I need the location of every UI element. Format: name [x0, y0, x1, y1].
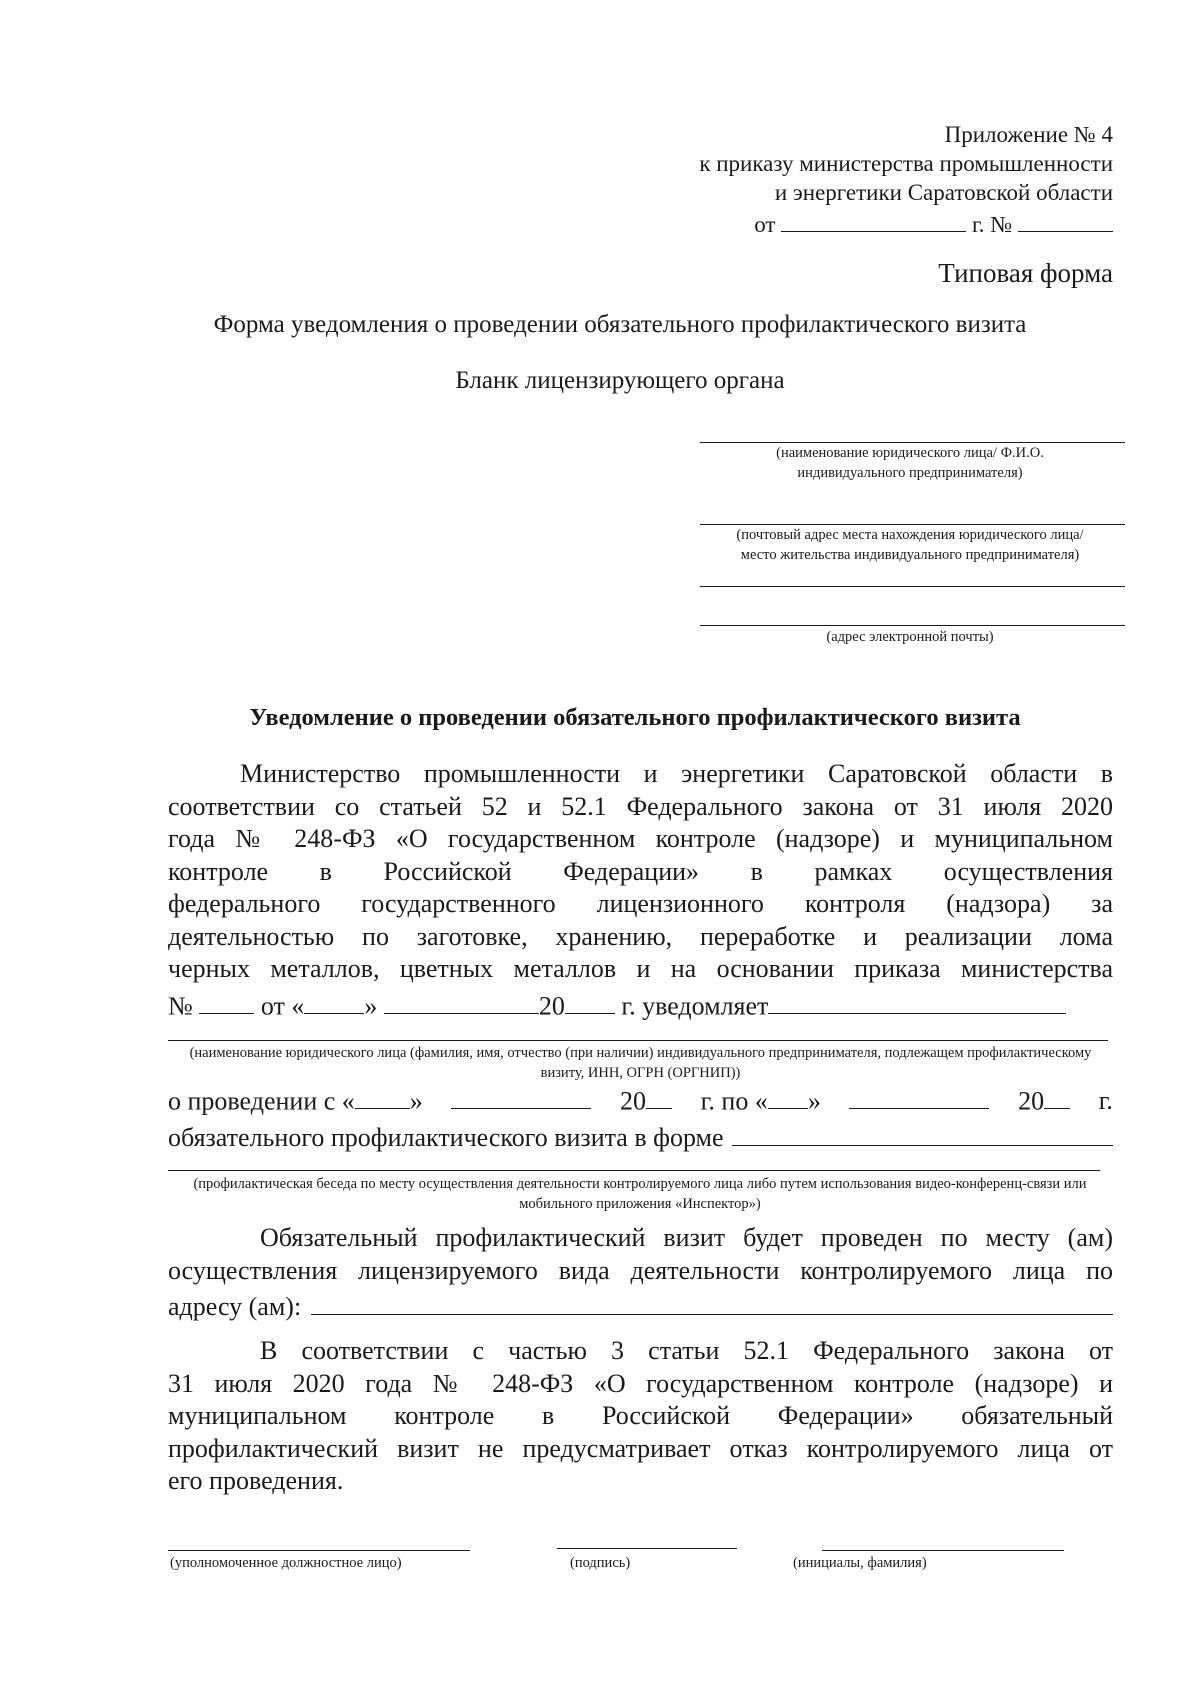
- form-method-label: обязательного профилактического визита в форме: [168, 1123, 724, 1153]
- order-day-close: »: [364, 990, 378, 1020]
- official-line: [168, 1550, 470, 1551]
- notice-line-7: черных металлов, цветных металлов и на основании приказа министерства: [168, 954, 1113, 983]
- notice-paragraph: [168, 758, 1113, 1022]
- date-blank: [781, 207, 966, 232]
- refusal-line-5: его проведения.: [168, 1466, 344, 1495]
- notice-line-5: федерального государственного лицензионного контроля (надзора) за: [168, 889, 1113, 918]
- period-to-year-blank: [1044, 1081, 1070, 1109]
- notice-order-line: [168, 986, 1113, 1023]
- period-from-text: о проведении с «: [168, 1086, 355, 1116]
- period-to-month-blank: [849, 1081, 989, 1109]
- form-method-line: [168, 1118, 1113, 1155]
- entity-blank: [768, 986, 1066, 1014]
- appendix-header: [560, 120, 1113, 239]
- period-to-text: г. по «: [700, 1086, 768, 1116]
- order-year-blank: [565, 986, 615, 1014]
- period-from-day-blank: [355, 1081, 410, 1109]
- visit-place-line-1: Обязательный профилактический визит будет проведен по месту (ам): [260, 1223, 1113, 1252]
- period-to-label: [701, 1081, 821, 1118]
- date-prefix: от: [754, 212, 776, 238]
- initials-caption: (инициалы, фамилия): [793, 1555, 927, 1571]
- blank-label: Бланк лицензирующего органа: [455, 367, 785, 394]
- visit-place-line-2: осуществления лицензируемого вида деятельности контролируемого лица по: [168, 1255, 1113, 1285]
- date-number-label: г. №: [971, 212, 1013, 238]
- refusal-line-3: муниципальном контроле в Российской Федерации» обязательный: [168, 1401, 1113, 1430]
- form-title: Форма уведомления о проведении обязательного профилактического визита: [213, 311, 1027, 338]
- order-date-prefix: от «: [260, 990, 305, 1020]
- period-end-g: г.: [1098, 1086, 1113, 1116]
- notice-title: Уведомление о проведении обязательного профилактического визита: [249, 704, 1021, 731]
- recipient-email-line: [700, 625, 1125, 626]
- form-type: Типовая форма: [938, 258, 1113, 288]
- period-from-year-blank: [646, 1081, 672, 1109]
- period-to-year-text: 20: [1018, 1086, 1045, 1116]
- period-from-year-text: 20: [620, 1086, 647, 1116]
- appendix-ministry-line: и энергетики Саратовской области: [774, 180, 1113, 205]
- initials-line: [822, 1550, 1064, 1551]
- period-to-close: »: [807, 1086, 821, 1116]
- period-line: [168, 1081, 1113, 1118]
- notice-line-6: деятельностью по заготовке, хранению, переработке и реализации лома: [168, 921, 1113, 951]
- appendix-date-line: [560, 207, 1113, 239]
- visit-address-line: [168, 1287, 1113, 1324]
- period-from-month-blank: [451, 1081, 591, 1109]
- period-from-label: [168, 1081, 423, 1118]
- entity-line: [168, 1040, 1108, 1041]
- recipient-email-caption: (адрес электронной почты): [826, 629, 994, 645]
- visit-place-paragraph: [168, 1222, 1113, 1324]
- visit-address-blank: [311, 1287, 1113, 1315]
- entity-caption: (наименование юридического лица (фамилия, имя, отчество (при наличии) индивидуального предпринимателя, подлежащем профилактическому визиту, ИНН, ОГРН (ОРГНИП)): [189, 1045, 1092, 1081]
- form-method-blank: [732, 1118, 1113, 1146]
- order-number-blank: [199, 986, 254, 1014]
- order-day-blank: [304, 986, 364, 1014]
- signature-line: [557, 1548, 737, 1549]
- refusal-line-2: 31 июля 2020 года № 248-ФЗ «О государственном контроле (надзоре) и: [168, 1368, 1113, 1398]
- signature-caption: (подпись): [570, 1555, 631, 1571]
- appendix-number: Приложение № 4: [944, 122, 1113, 147]
- period-block: [168, 1081, 1113, 1155]
- method-caption: (профилактическая беседа по месту осуществления деятельности контролируемого лица либо путем использования видео-конференц-связи или мобильного приложения «Инспектор»): [193, 1176, 1087, 1212]
- period-to-day-blank: [768, 1081, 808, 1109]
- notice-line-2: соответствии со статьей 52 и 52.1 Федерального закона от 31 июля 2020: [168, 791, 1113, 821]
- order-year-prefix: 20: [538, 990, 565, 1020]
- order-notifies: г. уведомляет: [621, 990, 769, 1020]
- period-to-year: [1018, 1081, 1070, 1118]
- recipient-address-line-2: [700, 586, 1125, 587]
- notice-line-4: контроле в Российской Федерации» в рамках осуществления: [168, 856, 1113, 886]
- method-line: [168, 1170, 1100, 1171]
- refusal-paragraph: [168, 1335, 1113, 1498]
- refusal-line-1: В соответствии с частью 3 статьи 52.1 Федерального закона от: [260, 1336, 1113, 1365]
- refusal-line-4: профилактический визит не предусматривает отказ контролируемого лица от: [168, 1433, 1113, 1463]
- visit-address-label: адресу (ам):: [168, 1292, 302, 1322]
- order-month-blank: [384, 986, 539, 1014]
- period-from-close: »: [409, 1086, 423, 1116]
- number-blank: [1018, 207, 1113, 232]
- order-number-sign: №: [168, 990, 193, 1020]
- notice-line-1: Министерство промышленности и энергетики Саратовской области в: [240, 759, 1113, 788]
- official-caption: (уполномоченное должностное лицо): [170, 1555, 402, 1571]
- period-from-year: [620, 1081, 672, 1118]
- recipient-name-caption: (наименование юридического лица/ Ф.И.О. индивидуального предпринимателя): [776, 445, 1044, 481]
- recipient-address-caption: (почтовый адрес места нахождения юридического лица/место жительства индивидуального предпринимателя): [736, 527, 1084, 563]
- notice-line-3: года № 248-ФЗ «О государственном контроле (надзоре) и муниципальном: [168, 824, 1113, 853]
- appendix-order-line: к приказу министерства промышленности: [699, 151, 1113, 176]
